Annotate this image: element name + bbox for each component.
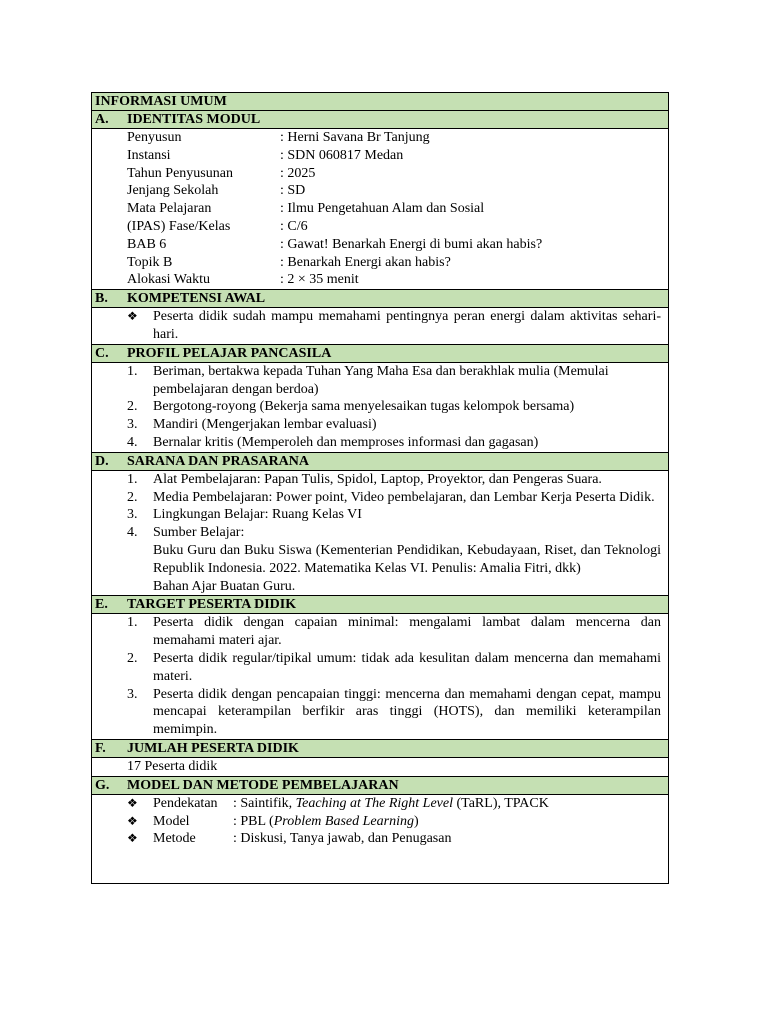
section-c-header bbox=[92, 345, 668, 363]
section-d-letter: D. bbox=[95, 453, 109, 469]
list-item bbox=[127, 650, 661, 686]
section-e-body bbox=[92, 614, 668, 740]
list-item bbox=[127, 471, 661, 489]
identity-value: : Gawat! Benarkah Energi di bumi akan habis? bbox=[280, 236, 543, 252]
section-d-title: SARANA DAN PRASARANA bbox=[127, 453, 310, 469]
method-row-pendekatan bbox=[127, 795, 661, 813]
method-value-italic: Problem Based Learning bbox=[273, 813, 414, 829]
section-g-title: MODEL DAN METODE PEMBELAJARAN bbox=[127, 777, 399, 793]
section-c-title: PROFIL PELAJAR PANCASILA bbox=[127, 345, 332, 361]
method-value bbox=[233, 795, 661, 813]
list-text: Lingkungan Belajar: Ruang Kelas VI bbox=[153, 507, 362, 523]
identity-value: : Ilmu Pengetahuan Alam dan Sosial bbox=[280, 201, 485, 217]
section-a-title: IDENTITAS MODUL bbox=[127, 112, 261, 127]
identity-value: : Benarkah Energi akan habis? bbox=[280, 254, 451, 270]
identity-key: Mata Pelajaran bbox=[127, 201, 212, 217]
section-e-header bbox=[92, 596, 668, 614]
identity-value: : C/6 bbox=[280, 218, 308, 234]
module-info-table bbox=[91, 92, 669, 884]
identity-value: : SDN 060817 Medan bbox=[280, 147, 404, 163]
method-row-model bbox=[127, 813, 661, 831]
list-number: 3. bbox=[127, 507, 138, 523]
identity-value: : Herni Savana Br Tanjung bbox=[280, 130, 430, 145]
list-item bbox=[127, 506, 661, 524]
identity-row bbox=[127, 236, 661, 254]
list-item bbox=[127, 686, 661, 739]
list-text: Peserta didik dengan capaian minimal: mengalami lambat dalam mencerna dan memahami materi ajar. bbox=[153, 615, 661, 649]
list-item bbox=[127, 363, 661, 399]
list-number: 3. bbox=[127, 686, 138, 702]
diamond-bullet-icon: ❖ bbox=[127, 795, 138, 810]
list-text: Bernalar kritis (Memperoleh dan memproses informasi dan gagasan) bbox=[153, 434, 539, 450]
identity-row bbox=[127, 165, 661, 183]
section-d-header bbox=[92, 453, 668, 471]
identity-row bbox=[127, 271, 661, 289]
method-value-prefix: : Saintifik, bbox=[233, 795, 296, 811]
method-value-suffix: ) bbox=[413, 813, 419, 829]
method-value-prefix: : PBL ( bbox=[233, 813, 274, 829]
section-f-title: JUMLAH PESERTA DIDIK bbox=[127, 740, 299, 756]
list-number: 4. bbox=[127, 434, 138, 450]
list-number: 2. bbox=[127, 650, 138, 666]
section-a-header bbox=[92, 111, 668, 129]
student-count-text: 17 Peserta didik bbox=[127, 758, 218, 774]
list-number: 1. bbox=[127, 363, 138, 379]
general-info-title: INFORMASI UMUM bbox=[95, 94, 227, 109]
identity-key: Topik B bbox=[127, 254, 173, 270]
identity-key: Alokasi Waktu bbox=[127, 272, 210, 288]
list-item bbox=[127, 614, 661, 650]
identity-row bbox=[127, 218, 661, 236]
list-text: Beriman, bertakwa kepada Tuhan Yang Maha Esa dan berakhlak mulia (Memulai pembelajaran dengan berdoa) bbox=[153, 363, 609, 397]
identity-key: Penyusun bbox=[127, 130, 182, 145]
method-value bbox=[233, 813, 661, 831]
identity-row bbox=[127, 182, 661, 200]
method-key: Pendekatan bbox=[153, 795, 218, 811]
section-d-body bbox=[92, 471, 668, 597]
list-text: Alat Pembelajaran: Papan Tulis, Spidol, Laptop, Proyektor, dan Pengeras Suara. bbox=[153, 471, 602, 487]
identity-key: BAB 6 bbox=[127, 236, 167, 252]
method-value-italic: Teaching at The Right Level bbox=[295, 795, 453, 811]
list-number: 1. bbox=[127, 471, 138, 487]
initial-competence-text: Peserta didik sudah mampu memahami pentingnya peran energi dalam aktivitas sehari-hari. bbox=[153, 309, 661, 342]
list-number: 1. bbox=[127, 615, 138, 631]
list-text: Sumber Belajar: bbox=[153, 525, 245, 541]
list-text: Bergotong-royong (Bekerja sama menyelesaikan tugas kelompok bersama) bbox=[153, 399, 575, 415]
list-item bbox=[127, 524, 661, 542]
section-a-letter: A. bbox=[95, 112, 109, 127]
identity-row bbox=[127, 129, 661, 147]
diamond-bullet-icon: ❖ bbox=[127, 831, 138, 846]
method-row-metode bbox=[127, 830, 661, 848]
identity-value: : 2025 bbox=[280, 165, 316, 181]
list-item bbox=[127, 416, 661, 434]
section-b-header bbox=[92, 290, 668, 308]
list-text: Peserta didik dengan pencapaian tinggi: mencerna dan memahami dengan cepat, mampu mencapai keterampilan berfikir aras tinggi (HOTS), dan memiliki keterampilan memimpin. bbox=[153, 686, 661, 738]
section-b-title: KOMPETENSI AWAL bbox=[127, 291, 266, 307]
section-b-letter: B. bbox=[95, 291, 108, 307]
general-info-header bbox=[92, 93, 668, 111]
identity-key: Jenjang Sekolah bbox=[127, 183, 219, 199]
learning-source-text: Buku Guru dan Buku Siswa (Kementerian Pendidikan, Kebudayaan, Riset, dan Teknologi Republik Indonesia. 2022. Matematika Kelas VI. Penulis: Amalia Fitri, dkk) bbox=[153, 542, 661, 576]
list-number: 2. bbox=[127, 399, 138, 415]
list-number: 3. bbox=[127, 417, 138, 433]
list-item bbox=[127, 489, 661, 507]
teacher-material-text: Bahan Ajar Buatan Guru. bbox=[153, 578, 296, 594]
section-e-title: TARGET PESERTA DIDIK bbox=[127, 597, 297, 613]
section-c-letter: C. bbox=[95, 345, 109, 361]
list-item bbox=[127, 308, 661, 344]
identity-value: : 2 × 35 menit bbox=[280, 272, 359, 288]
method-key: Metode bbox=[153, 831, 196, 847]
identity-row bbox=[127, 200, 661, 218]
diamond-bullet-icon: ❖ bbox=[127, 309, 138, 324]
identity-key: Instansi bbox=[127, 147, 171, 163]
list-text: Media Pembelajaran: Power point, Video pembelajaran, dan Lembar Kerja Peserta Didik. bbox=[153, 489, 655, 505]
list-number: 4. bbox=[127, 525, 138, 541]
section-g-body bbox=[92, 795, 668, 883]
section-a-body bbox=[92, 129, 668, 290]
list-number: 2. bbox=[127, 489, 138, 505]
identity-row bbox=[127, 254, 661, 272]
list-text: Peserta didik regular/tipikal umum: tidak ada kesulitan dalam mencerna dan memahami materi. bbox=[153, 650, 661, 684]
identity-key: Tahun Penyusunan bbox=[127, 165, 233, 181]
diamond-bullet-icon: ❖ bbox=[127, 813, 138, 828]
section-b-body bbox=[92, 308, 668, 345]
section-g-letter: G. bbox=[95, 777, 110, 793]
method-value: : Diskusi, Tanya jawab, dan Penugasan bbox=[233, 831, 452, 847]
method-key: Model bbox=[153, 813, 190, 829]
identity-value: : SD bbox=[280, 183, 306, 199]
section-g-header bbox=[92, 777, 668, 795]
section-f-body bbox=[92, 758, 668, 777]
section-e-letter: E. bbox=[95, 597, 108, 613]
identity-key: (IPAS) Fase/Kelas bbox=[127, 218, 231, 234]
section-f-letter: F. bbox=[95, 740, 106, 756]
section-c-body bbox=[92, 363, 668, 453]
list-item bbox=[127, 434, 661, 452]
section-f-header bbox=[92, 740, 668, 758]
list-text: Mandiri (Mengerjakan lembar evaluasi) bbox=[153, 417, 377, 433]
method-value-suffix: (TaRL), TPACK bbox=[452, 795, 549, 811]
list-item bbox=[127, 398, 661, 416]
identity-row bbox=[127, 147, 661, 165]
